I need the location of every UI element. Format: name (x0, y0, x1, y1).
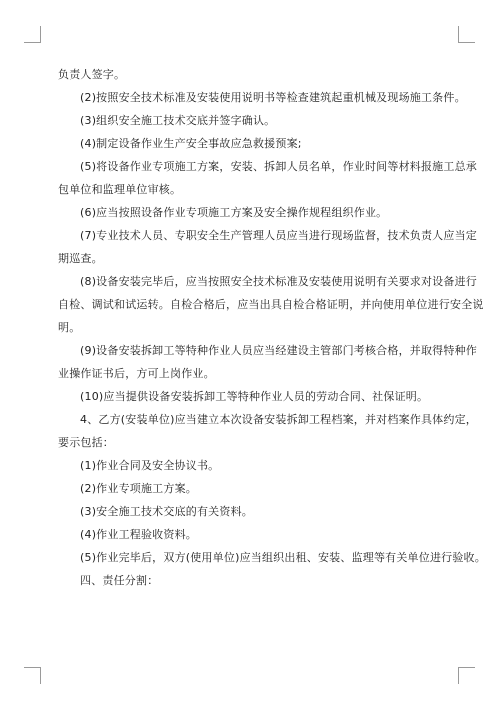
paragraph-line: 要示包括： (58, 436, 114, 449)
paragraph-line: (3)组织安全施工技术交底并签字确认。 (80, 114, 276, 127)
paragraph (58, 63, 460, 86)
paragraph-line: (8)设备安装完毕后，应当按照安全技术标准及安装使用说明有关要求对设备进行 (80, 275, 477, 288)
paragraph-line: 四、责任分割： (80, 574, 159, 587)
paragraph (58, 569, 460, 592)
paragraph (58, 270, 484, 339)
paragraph (58, 339, 477, 385)
paragraph (58, 132, 460, 155)
paragraph-line: (4)作业工程验收资料。 (80, 528, 197, 541)
paragraph (58, 224, 477, 270)
paragraph-line: (10)应当提供设备安装拆卸工等特种作业人员的劳动合同、社保证明。 (80, 390, 429, 403)
paragraph-line: 包单位和监理单位审核。 (58, 183, 182, 196)
paragraph-line: (4)制定设备作业生产安全事故应急救援预案; (80, 137, 302, 150)
crop-mark-bottom-right (458, 667, 475, 684)
paragraph (58, 86, 466, 109)
paragraph-line: (5)将设备作业专项施工方案，安装、拆卸人员名单，作业时间等材料报施工总承 (80, 160, 477, 173)
paragraph-line: (3)安全施工技术交底的有关资料。 (80, 505, 253, 518)
paragraph (58, 546, 486, 569)
paragraph (58, 454, 460, 477)
paragraph-line: 明。 (58, 321, 81, 334)
paragraph (58, 201, 460, 224)
paragraph-line: 自检、调试和试运转。自检合格后，应当出具自检合格证明，并向使用单位进行安全说 (58, 298, 484, 311)
paragraph-line: (2)按照安全技术标准及安装使用说明书等检查建筑起重机械及现场施工条件。 (80, 91, 466, 104)
paragraph (58, 155, 477, 201)
crop-mark-top-right (458, 26, 475, 43)
paragraph-line: 业操作证书后，方可上岗作业。 (58, 367, 215, 380)
paragraph-line: (2)作业专项施工方案。 (80, 482, 197, 495)
paragraph-line: (1)作业合同及安全协议书。 (80, 459, 220, 472)
paragraph-line: (7)专业技术人员、专职安全生产管理人员应当进行现场监督，技术负责人应当定 (80, 229, 477, 242)
crop-mark-bottom-left (24, 667, 41, 684)
paragraph-line: (5)作业完毕后，双方(使用单位)应当组织出租、安装、监理等有关单位进行验收。 (80, 551, 486, 564)
paragraph (58, 109, 460, 132)
paragraph-line: 期巡查。 (58, 252, 103, 265)
document-body (58, 63, 486, 592)
paragraph (58, 408, 477, 454)
paragraph (58, 477, 460, 500)
crop-mark-top-left (24, 26, 41, 43)
paragraph (58, 523, 460, 546)
paragraph-line: (6)应当按照设备作业专项施工方案及安全操作规程组织作业。 (80, 206, 388, 219)
paragraph (58, 500, 460, 523)
paragraph-line: (9)设备安装拆卸工等特种作业人员应当经建设主管部门考核合格，并取得特种作 (80, 344, 477, 357)
paragraph (58, 385, 460, 408)
paragraph-line: 负责人签字。 (58, 68, 126, 81)
paragraph-line: 4、乙方(安装单位)应当建立本次设备安装拆卸工程档案，并对档案作具体约定， (80, 413, 477, 426)
